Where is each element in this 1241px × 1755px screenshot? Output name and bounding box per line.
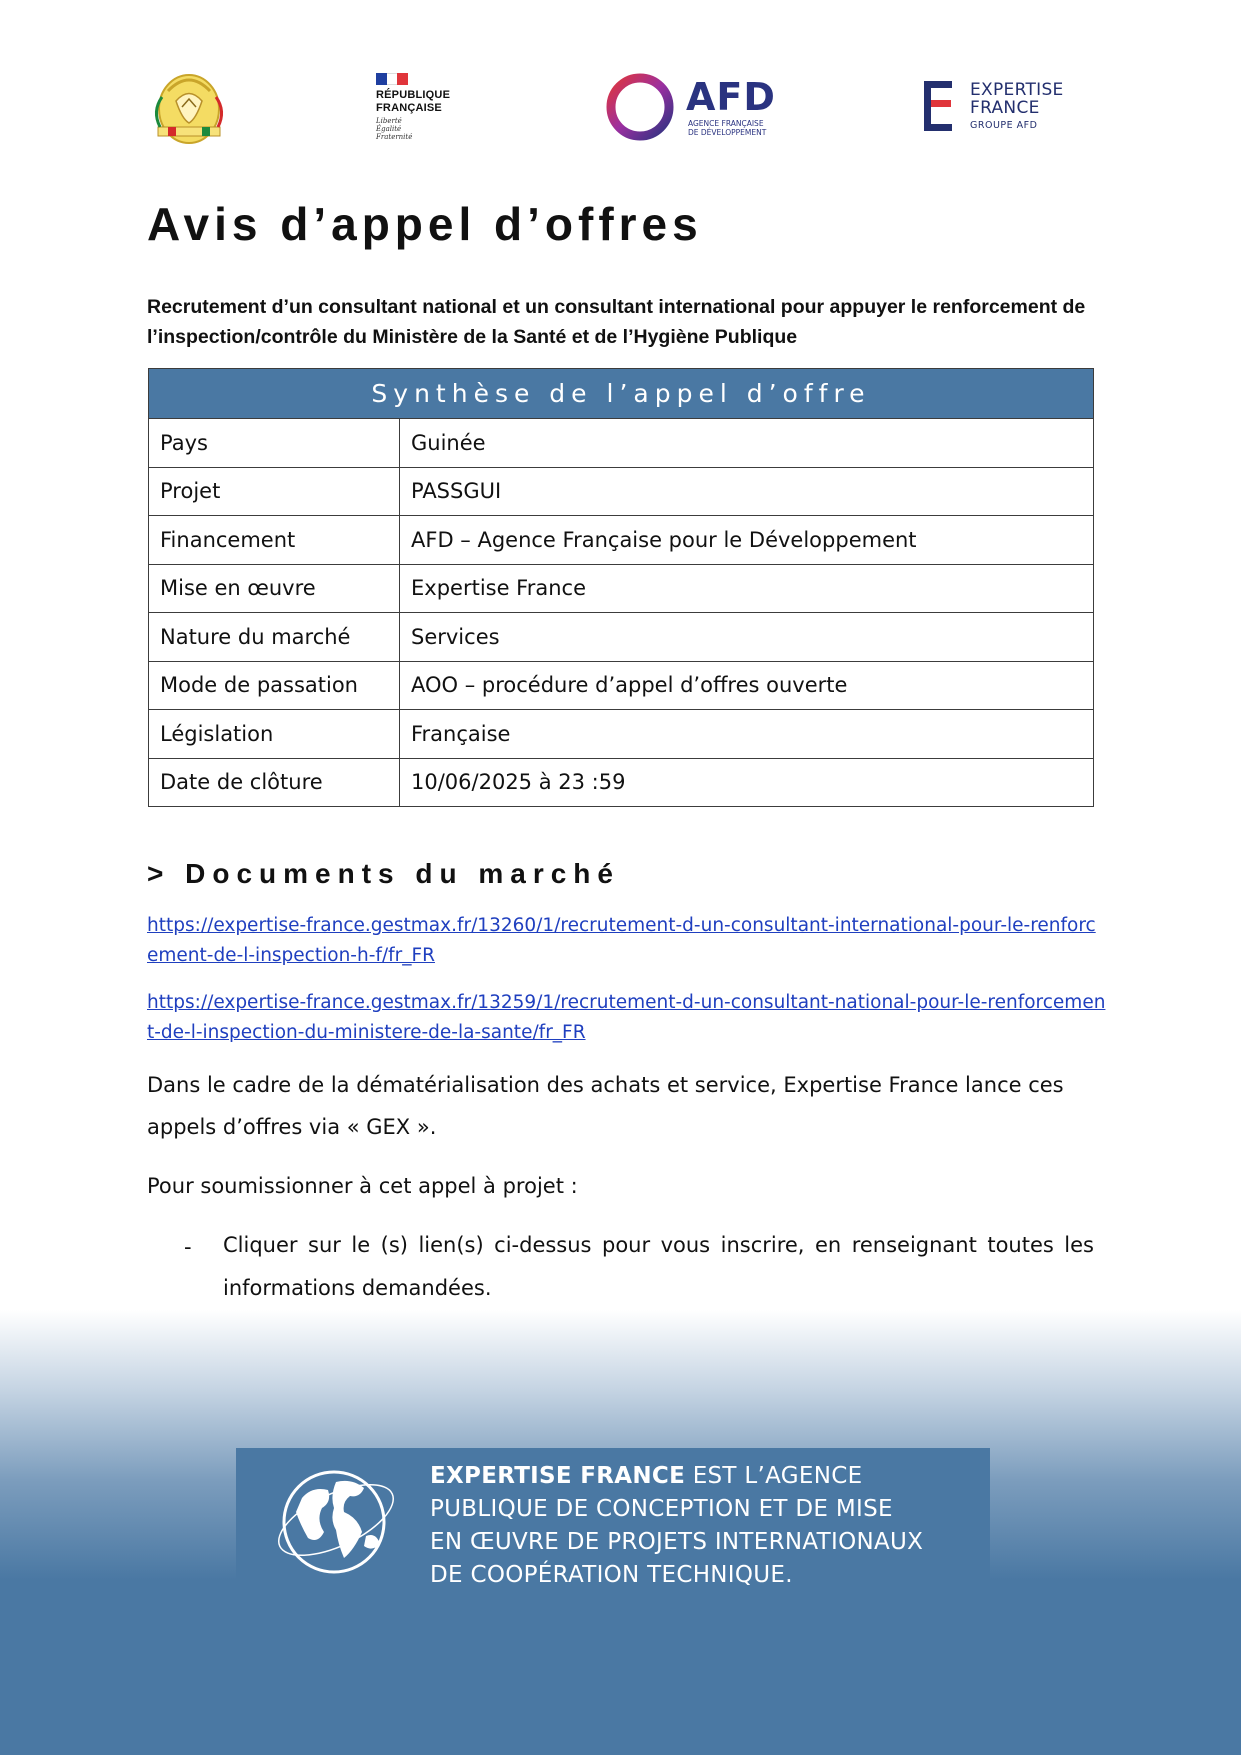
rf-motto2: Égalité <box>376 125 402 133</box>
row-key: Mise en œuvre <box>149 564 400 613</box>
afd-sub1: AGENCE FRANÇAISE <box>688 119 764 128</box>
row-key: Nature du marché <box>149 613 400 662</box>
synthese-table <box>148 368 1094 807</box>
banner-line1-rest: EST L’AGENCE <box>685 1463 863 1489</box>
republique-francaise-logo <box>376 73 460 143</box>
document-link-international[interactable]: https://expertise-france.gestmax.fr/13260/1/recrutement-d-un-consultant-international-pour-le-renforcement-de-l-inspection-h-f/fr_FR <box>147 915 1096 966</box>
banner-bold: EXPERTISE FRANCE <box>430 1463 686 1489</box>
globe-icon <box>272 1458 400 1586</box>
row-value: Française <box>400 710 1094 759</box>
row-key: Projet <box>149 467 400 516</box>
logo-bar <box>0 55 1241 165</box>
ef-e-icon <box>924 81 956 131</box>
table-row <box>149 419 1094 468</box>
expertise-france-logo <box>924 81 1074 133</box>
table-row <box>149 564 1094 613</box>
row-key: Pays <box>149 419 400 468</box>
row-key: Date de clôture <box>149 758 400 807</box>
afd-sub2: DE DÉVELOPPEMENT <box>688 128 767 137</box>
afd-logo <box>604 71 774 141</box>
bullet-dash: - <box>184 1235 192 1259</box>
expertise-france-banner <box>236 1448 990 1593</box>
synthese-header-row <box>149 369 1094 419</box>
row-value: Expertise France <box>400 564 1094 613</box>
row-value: Services <box>400 613 1094 662</box>
row-value: 10/06/2025 à 23 :59 <box>400 758 1094 807</box>
row-value: AOO – procédure d’appel d’offres ouverte <box>400 661 1094 710</box>
afd-ring-icon <box>604 71 676 143</box>
row-value: PASSGUI <box>400 467 1094 516</box>
row-key: Législation <box>149 710 400 759</box>
row-value: Guinée <box>400 419 1094 468</box>
bullet-item: Cliquer sur le (s) lien(s) ci-dessus pour vous inscrire, en renseignant toutes les informations demandées. <box>223 1233 1094 1300</box>
page-subtitle: Recrutement d’un consultant national et un consultant international pour appuyer le renforcement de l’inspection/contrôle du Ministère de la Santé et de l’Hygiène Publique <box>147 296 1086 348</box>
afd-name: AFD <box>686 75 776 119</box>
submit-paragraph: Pour soumissionner à cet appel à projet : <box>147 1174 578 1198</box>
table-row <box>149 661 1094 710</box>
table-row <box>149 758 1094 807</box>
synthese-header: Synthèse de l’appel d’offre <box>149 369 1094 419</box>
rf-motto1: Liberté <box>376 117 402 125</box>
row-key: Mode de passation <box>149 661 400 710</box>
ef-line2: FRANCE <box>970 98 1040 118</box>
rf-line2: FRANÇAISE <box>376 102 442 114</box>
table-row <box>149 710 1094 759</box>
rf-line1: RÉPUBLIQUE <box>376 89 451 101</box>
table-row <box>149 467 1094 516</box>
table-row <box>149 613 1094 662</box>
rf-motto3: Fraternité <box>376 133 413 141</box>
document-link-national[interactable]: https://expertise-france.gestmax.fr/13259/1/recrutement-d-un-consultant-national-pour-le-renforcement-de-l-inspection-du-ministere-de-la-sante/fr_FR <box>147 992 1106 1043</box>
guinea-coat-of-arms-icon <box>146 61 232 153</box>
banner-line1 <box>430 1460 980 1493</box>
banner-text <box>430 1460 980 1592</box>
page-title: Avis d’appel d’offres <box>147 198 703 250</box>
ef-line3: GROUPE AFD <box>970 120 1038 131</box>
intro-paragraph: Dans le cadre de la dématérialisation des achats et service, Expertise France lance ces appels d’offres via « GEX ». <box>147 1073 1064 1139</box>
documents-heading: > Documents du marché <box>147 858 620 889</box>
banner-line4: DE COOPÉRATION TECHNIQUE. <box>430 1562 793 1588</box>
row-value: AFD – Agence Française pour le Développement <box>400 516 1094 565</box>
banner-line3: EN ŒUVRE DE PROJETS INTERNATIONAUX <box>430 1529 924 1555</box>
french-flag-icon <box>376 73 408 85</box>
row-key: Financement <box>149 516 400 565</box>
ef-line1: EXPERTISE <box>970 80 1064 100</box>
banner-line2: PUBLIQUE DE CONCEPTION ET DE MISE <box>430 1496 893 1522</box>
table-row <box>149 516 1094 565</box>
